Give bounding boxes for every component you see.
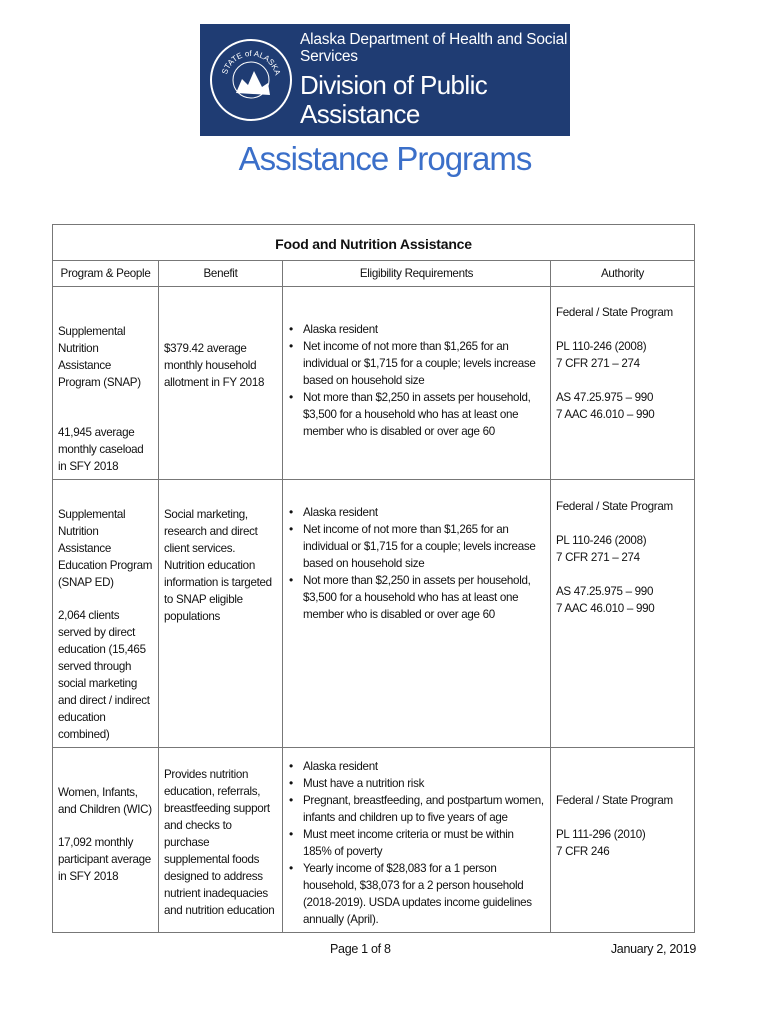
program-people: 2,064 clients served by direct education (15,465 served through social marketing and direct / indirect education combined) xyxy=(58,609,150,741)
authority-type: Federal / State Program xyxy=(556,500,673,513)
authority-type: Federal / State Program xyxy=(556,306,673,319)
header-banner xyxy=(200,24,570,136)
document-date: January 2, 2019 xyxy=(610,942,696,956)
column-header-benefit: Benefit xyxy=(159,261,283,287)
list-item: • Not more than $2,250 in assets per household, $3,500 for a household who has at least one member who is disabled or over age 60 xyxy=(300,572,545,623)
authority-state: 7 AAC 46.010 – 990 xyxy=(556,408,655,421)
authority-federal: 7 CFR 246 xyxy=(556,845,610,858)
authority-federal: PL 110-246 (2008) xyxy=(556,340,647,353)
table-row xyxy=(53,287,695,480)
list-item: • Alaska resident xyxy=(300,758,545,775)
list-item: • Must meet income criteria or must be within 185% of poverty xyxy=(300,826,545,860)
authority-type: Federal / State Program xyxy=(556,794,673,807)
authority-federal: 7 CFR 271 – 274 xyxy=(556,551,640,564)
eligibility-list xyxy=(288,758,545,928)
page-number: Page 1 of 8 xyxy=(330,942,391,956)
department-name: Alaska Department of Health and Social Services xyxy=(300,31,568,66)
table-row xyxy=(53,748,695,933)
authority-federal: PL 110-246 (2008) xyxy=(556,534,647,547)
list-item: • Net income of not more than $1,265 for an individual or $1,715 for a couple; levels increase based on household size xyxy=(300,338,545,389)
list-item: • Pregnant, breastfeeding, and postpartum women, infants and children up to five years of age xyxy=(300,792,545,826)
programs-table xyxy=(52,224,694,933)
column-header-authority: Authority xyxy=(551,261,695,287)
svg-text:STATE of ALASKA: STATE of ALASKA xyxy=(220,48,283,77)
page-title: Assistance Programs xyxy=(238,140,532,177)
program-name: Women, Infants, and Children (WIC) xyxy=(58,786,152,816)
list-item: • Alaska resident xyxy=(300,504,545,521)
list-item: • Yearly income of $28,083 for a 1 person household, $38,073 for a 2 person household (2018-2019). USDA updates income guidelines annually (April). xyxy=(300,860,545,928)
table-row xyxy=(53,480,695,748)
authority-state: AS 47.25.975 – 990 xyxy=(556,391,654,404)
division-name: Division of Public Assistance xyxy=(300,70,488,130)
state-seal-icon xyxy=(210,39,292,121)
list-item: • Net income of not more than $1,265 for an individual or $1,715 for a couple; levels increase based on household size xyxy=(300,521,545,572)
authority-federal: PL 111-296 (2010) xyxy=(556,828,646,841)
program-benefit: $379.42 average monthly household allotment in FY 2018 xyxy=(164,342,265,389)
list-item: • Alaska resident xyxy=(300,321,545,338)
column-header-program: Program & People xyxy=(53,261,159,287)
section-heading: Food and Nutrition Assistance xyxy=(53,225,695,261)
authority-state: 7 AAC 46.010 – 990 xyxy=(556,602,655,615)
column-header-eligibility: Eligibility Requirements xyxy=(283,261,551,287)
program-people: 41,945 average monthly caseload in SFY 2018 xyxy=(58,426,144,473)
eligibility-list xyxy=(288,321,545,440)
eligibility-list xyxy=(288,504,545,623)
list-item: • Not more than $2,250 in assets per household, $3,500 for a household who has at least one member who is disabled or over age 60 xyxy=(300,389,545,440)
program-name: Supplemental Nutrition Assistance Program (SNAP) xyxy=(58,325,141,389)
list-item: • Must have a nutrition risk xyxy=(300,775,545,792)
authority-federal: 7 CFR 271 – 274 xyxy=(556,357,640,370)
authority-state: AS 47.25.975 – 990 xyxy=(556,585,654,598)
program-benefit: Provides nutrition education, referrals, breastfeeding support and checks to purchase supplemental foods designed to address nutrient inadequacies and nutrition education xyxy=(164,768,275,917)
program-name: Supplemental Nutrition Assistance Education Program (SNAP ED) xyxy=(58,508,153,589)
program-benefit: Social marketing, research and direct client services. Nutrition education information is targeted to SNAP eligible populations xyxy=(164,508,272,623)
program-people: 17,092 monthly participant average in SFY 2018 xyxy=(58,836,151,883)
